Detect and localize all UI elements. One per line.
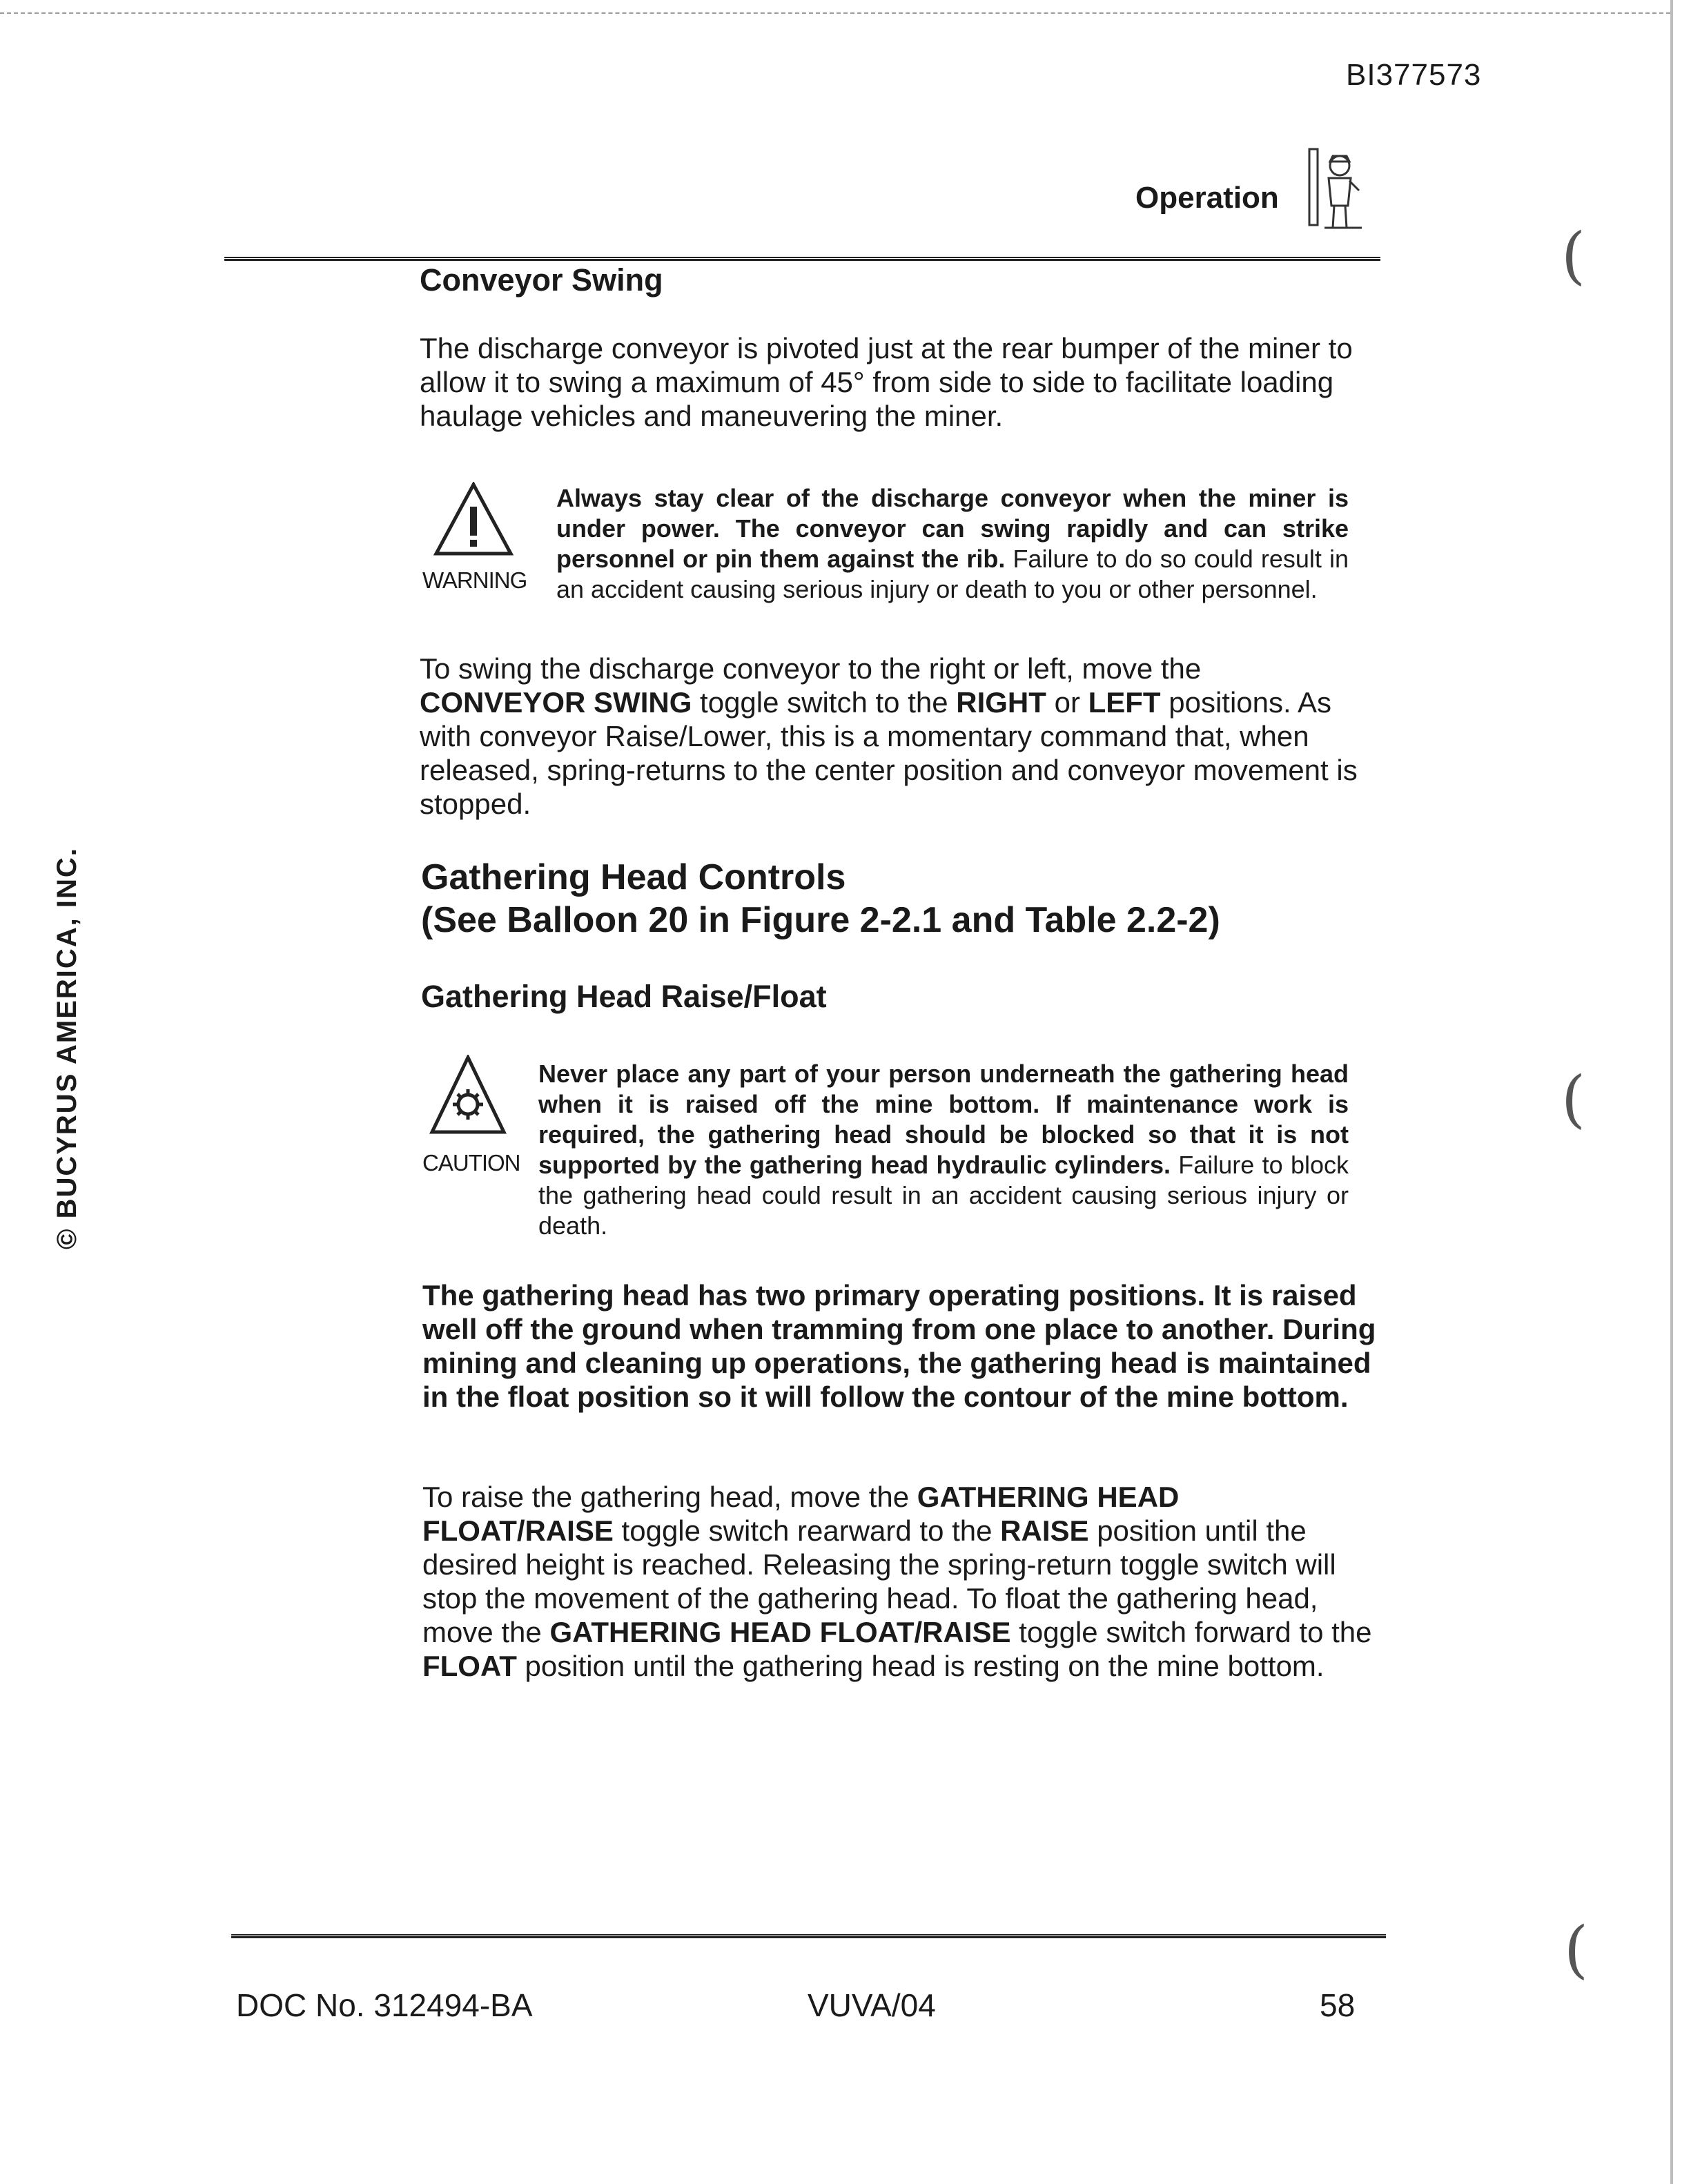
gathering-head-heading-line2: (See Balloon 20 in Figure 2-2.1 and Table 2.2-2) — [421, 900, 1220, 940]
right-position-name: RIGHT — [956, 686, 1046, 719]
conveyor-swing-switch-name: CONVEYOR SWING — [420, 686, 692, 719]
scan-top-edge — [0, 12, 1670, 14]
gathering-head-heading-line1: Gathering Head Controls — [421, 857, 846, 897]
margin-bracket-mark: ( — [1561, 220, 1586, 292]
raise-text-5: position until the gathering head is resting on the mine bottom. — [516, 1650, 1325, 1682]
footer-rule — [231, 1934, 1386, 1938]
caution-text: Failure to block the gathering head could result in an accident causing serious injury or death. — [538, 1151, 1349, 1240]
conveyor-swing-instructions — [420, 652, 1372, 821]
warning-notice — [556, 483, 1349, 605]
instr-text-3: or — [1046, 686, 1088, 719]
instr-text-2: toggle switch to the — [692, 686, 957, 719]
raise-text-3: position until the desired height is reached. Releasing the spring-return toggle switch will stop the movement of the gathering head. To float the gathering head, move the — [422, 1514, 1336, 1648]
gear-hand-triangle-icon — [429, 1055, 507, 1138]
raise-text-4: toggle switch forward to the — [1010, 1616, 1372, 1648]
warning-bold-text: Always stay clear of the discharge conveyor when the miner is under power. The conveyor can swing rapidly and can strike personnel or pin them against the rib. — [556, 484, 1349, 573]
operating-positions-paragraph: The gathering head has two primary operating positions. It is raised well off the ground when tramming from one place to another. During mining and cleaning up operations, the gathering head is maintained in the float position so it will follow the contour of the mine bottom. — [422, 1279, 1376, 1413]
margin-bracket-mark: ( — [1564, 1913, 1589, 1986]
section-title: Operation — [1135, 181, 1279, 215]
caution-bold-text: Never place any part of your person underneath the gathering head when it is raised off the mine bottom. If maintenance work is required, the gathering head should be blocked so that it is not supported by the gathering head hydraulic cylinders. — [538, 1060, 1349, 1179]
copyright-side-text: © BUCYRUS AMERICA, INC. — [52, 847, 82, 1249]
instr-text-4: positions. As with conveyor Raise/Lower, this is a momentary command that, when released, spring-returns to the center position and conveyor movement is stopped. — [420, 686, 1358, 820]
raise-position-name: RAISE — [1000, 1514, 1089, 1547]
footer-page-number: 58 — [1320, 1987, 1356, 2023]
header-rule — [224, 257, 1380, 261]
float-raise-switch-name: GATHERING HEAD FLOAT/RAISE — [422, 1481, 1180, 1547]
raise-text-2: toggle switch rearward to the — [613, 1514, 1001, 1547]
float-raise-switch-name-2: GATHERING HEAD FLOAT/RAISE — [549, 1616, 1011, 1648]
gathering-head-heading — [421, 856, 1220, 942]
warning-text: Failure to do so could result in an accident causing serious injury or death to you or other personnel. — [556, 545, 1349, 603]
footer-doc-number: DOC No. 312494-BA — [236, 1987, 533, 2023]
operator-figure-icon — [1308, 146, 1363, 232]
float-position-name: FLOAT — [422, 1650, 517, 1682]
conveyor-swing-intro: The discharge conveyor is pivoted just at the rear bumper of the miner to allow it to swing a maximum of 45° from side to side to facilitate loading haulage vehicles and maneuvering the miner. — [420, 332, 1353, 432]
scan-right-edge — [1670, 0, 1673, 2184]
document-id: BI377573 — [1346, 58, 1482, 92]
raise-text-1: To raise the gathering head, move the — [422, 1481, 917, 1513]
warning-label: WARNING — [422, 567, 527, 593]
instr-text-1: To swing the discharge conveyor to the right or left, move the — [420, 652, 1202, 685]
conveyor-swing-heading: Conveyor Swing — [420, 262, 663, 298]
footer-revision: VUVA/04 — [808, 1987, 936, 2023]
exclamation-triangle-icon — [433, 482, 514, 556]
margin-bracket-mark: ( — [1561, 1063, 1586, 1135]
caution-label: CAUTION — [422, 1150, 520, 1176]
gathering-head-raise-float-heading: Gathering Head Raise/Float — [421, 979, 827, 1014]
left-position-name: LEFT — [1088, 686, 1161, 719]
caution-notice — [538, 1059, 1349, 1241]
raise-float-paragraph — [422, 1480, 1375, 1683]
